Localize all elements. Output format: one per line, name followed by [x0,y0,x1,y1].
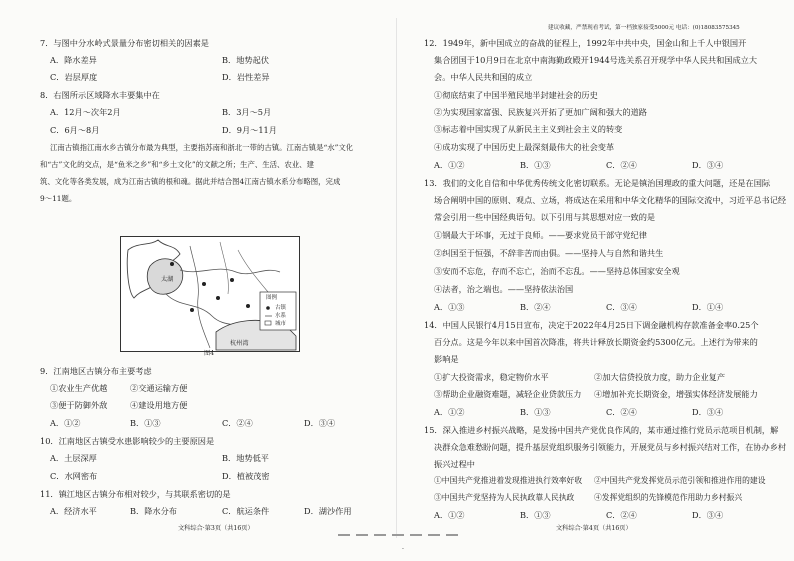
print-registration-marks [338,521,464,540]
q13-item-1: ①钢最大于坏事，无过于良师。——要求党员干部守党纪律 [434,230,647,240]
town-dot [170,262,174,266]
q14-line-2: 百分点。这是今年以来中国首次降准，将共计释放长期资金约5300亿元。上述行为带来的 [434,337,758,347]
q11-option-b: B．降水分布 [130,506,177,516]
print-mark [410,534,422,536]
q7-stem: 7．与图中分水岭式景量分布密切相关的因素是 [40,38,209,48]
q10-stem: 10．江南地区古镇受水患影响较少的主要原因是 [40,436,215,446]
q11-option-a: A．经济水平 [50,506,97,516]
q12-item-4: ④成功实现了中国历史上最深刻最伟大的社会变革 [434,142,615,152]
q13-line-1: 13．我们的文化自信和中华优秀传统文化密切联系。无论是镇治国理政的重大问题，还是在国际 [424,178,771,188]
town-dot [216,296,220,300]
figure-caption: 图4 [204,350,215,357]
town-dot [230,278,234,282]
q14-item-2: ②加大信贷投放力度，助力企业复产 [594,372,726,382]
q9-option-d: D．③④ [304,418,336,428]
q8-option-a: A．12月～次年2月 [50,107,121,117]
q11-option-d: D．湖沙作用 [304,506,352,516]
q9-item-3: ③便于防御外敌 [50,400,108,410]
q12-item-3: ③标志着中国实现了从新民主主义到社会主义的转变 [434,124,623,134]
q9-option-a: A．①② [50,418,81,428]
q13-item-3: ③安而不忘危，存而不忘亡，治而不忘乱。——坚持总体国家安全观 [434,266,680,276]
print-mark [392,534,404,536]
q15-item-2: ②中国共产党发挥党员示范引领和推进作用的建设 [594,476,766,485]
q7-option-b: B．地势起伏 [222,55,269,65]
town-dot [202,282,206,286]
print-mark [338,534,350,536]
q9-stem: 9．江南地区古镇分布主要考虑 [40,366,152,376]
q12-line-3: 会。中华人民共和国的成立 [434,72,533,82]
legend-town: 古镇 [275,305,287,311]
q14-line-3: 影响是 [434,354,459,364]
q11-option-c: C．航运条件 [222,506,270,516]
q9-option-c: C．②④ [222,418,253,428]
q14-option-a: A．①② [434,407,465,417]
q12-option-a: A．①② [434,160,465,170]
legend-water: 水系 [275,313,287,319]
column-divider [396,18,397,538]
q8-option-c: C．6月～8月 [50,125,100,135]
town-dot [190,308,194,312]
q13-line-2: 场合阐明中国的原则、观点、立场，将成达在采用和中华文化精华的国际交流中，习近平总书记经 [434,195,787,205]
print-mark [428,534,440,536]
q12-item-1: ①彻底结束了中国半殖民地半封建社会的历史 [434,90,598,100]
print-mark [446,534,458,536]
bottom-dot: · [402,546,404,553]
q12-option-c: C．②④ [606,160,637,170]
q15-line-3: 振兴过程中 [434,459,475,469]
map-label-taihu: 太湖 [161,276,174,283]
right-page-footer: 文科综合·第4页（共16页） [556,525,632,532]
q12-item-2: ②为实现国家富强、民族复兴开拓了更加广阔和强大的道路 [434,107,647,117]
q9-item-2: ②交通运输方便 [130,383,188,393]
q10-option-a: A．土层深厚 [50,453,97,463]
q14-item-4: ④增加补充长期资金，增强实体经济发展能力 [594,389,758,399]
q14-item-3: ③帮助企业融资难题，减轻企业贷款压力 [434,389,582,399]
print-mark [356,534,368,536]
q7-option-a: A．降水差异 [50,55,97,65]
right-header: 建议收藏，严禁现看考试，第一档独家接受5000元 电话：(0)18083575345 [548,25,740,31]
q7-option-c: C．岩层厚度 [50,72,98,82]
left-page-footer: 文科综合·第3页（共16页） [178,525,254,532]
legend-title: 图例 [266,295,278,301]
passage-line-1: 江南古镇指江南水乡古镇分布最为典型，主要指苏南和浙北一带的古镇。江南古镇是“水”文化 [50,143,354,152]
q14-option-c: C．②④ [606,407,637,417]
q10-option-d: D．植被茂密 [222,471,270,481]
q15-item-1: ①中国共产党推进着发现推进执行效率好收 [434,476,583,485]
q8-option-d: D．9月～11月 [222,125,277,135]
q10-option-c: C．水网密布 [50,471,98,481]
map-label-bay: 杭州湾 [230,340,249,347]
legend-city: 城市 [275,321,287,327]
q15-option-d: D．③④ [692,510,724,520]
q13-line-3: 常会引用一些中国经典语句。以下引用与其思想对应一致的是 [434,212,656,222]
passage-line-3: 筑、文化等各类发展，成为江南古镇的根和魂。据此并结合图4江南古镇水系分布略图，完成 [40,177,341,186]
q13-option-b: B．②④ [520,302,551,312]
q10-option-b: B．地势低平 [222,453,269,463]
q15-option-a: A．①② [434,510,465,520]
figure-4-map [120,236,300,352]
q12-option-b: B．①③ [520,160,551,170]
q12-line-2: 集合团国于10月9日在北京中南海勤政殿开1944号选关系召开现学中华人民共和国成立大 [434,55,758,65]
q13-item-2: ②纠国至于恒强，不辞非苦而由俱。——坚持人与自然和谐共生 [434,248,664,258]
q11-stem: 11．镇江地区古镇分布相对较少，与其联系密切的是 [40,489,231,499]
q9-option-b: B．①③ [130,418,161,428]
q14-item-1: ①扩大投资需求，稳定物价水平 [434,372,549,382]
q15-item-3: ③中国共产党坚持为人民执政靠人民执政 [434,493,575,502]
q13-item-4: ④法者，治之端也。——坚持依法治国 [434,284,574,294]
q15-option-c: C．②④ [606,510,637,520]
q13-option-c: C．③④ [606,302,637,312]
town-dot [246,304,250,308]
q8-option-b: B．3月～5月 [222,107,272,117]
q15-option-b: B．①③ [520,510,551,520]
q9-item-4: ④建设用地方便 [130,400,188,410]
q14-option-d: D．③④ [692,407,724,417]
q12-option-d: D．③④ [692,160,724,170]
q9-item-1: ①农业生产优越 [50,383,108,393]
q8-stem: 8．右图所示区域降水丰要集中在 [40,90,160,100]
passage-line-2: 和“古”文化的交点，是“鱼米之乡”和“乡土文化”的文献之所；生产、生活、农业、建 [40,160,314,169]
q12-line-1: 12．1949年，新中国成立的奋战的征程上，1992年中共中央，国金山和上千人中银国开 [424,38,747,48]
q14-option-b: B．①③ [520,407,551,417]
q7-option-d: D．岩性差异 [222,72,270,82]
q13-option-d: D．①④ [692,302,724,312]
print-mark [374,534,386,536]
passage-line-4: 9～11题。 [40,194,77,203]
q13-option-a: A．①③ [434,302,465,312]
q15-line-1: 15．深入推进乡村振兴战略，是发扬中国共产党优良作风的，某市通过推行党员示范项目机制，解 [424,425,779,435]
q15-item-4: ④发挥党组织的先锋模范作用助力乡村振兴 [594,493,743,502]
q15-line-2: 决群众急难愁盼问题，提升基层党组织服务引领能力，开展党员与乡村振兴结对工作，在协办乡村 [434,442,787,452]
q14-line-1: 14．中国人民银行4月15日宣布，决定于2022年4月25日下调金融机构存款准备金率0.25个 [424,320,759,330]
